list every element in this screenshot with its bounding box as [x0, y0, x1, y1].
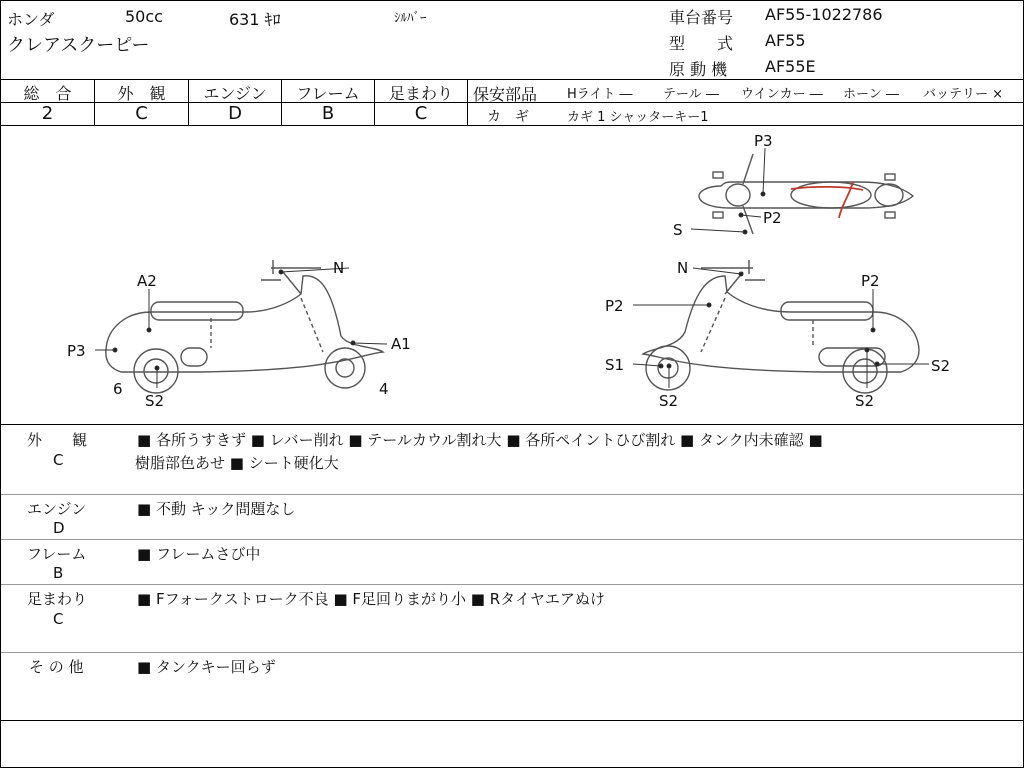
remark-text-exterior-1: ■ 各所うすきず ■ レバー削れ ■ テールカウル割れ大 ■ 各所ペイントひび割れ ■ タンク内未確認 ■ [137, 431, 823, 449]
frame-no: AF55-1022786 [765, 5, 883, 24]
label-left-p3: P3 [67, 342, 86, 360]
grade-engine: D [228, 103, 242, 124]
label-top-p3: P3 [754, 132, 773, 150]
type-label: 型 式 [669, 34, 734, 53]
label-right-n: N [677, 259, 689, 277]
label-right-p2-a: P2 [605, 297, 624, 315]
remark-text-frame: ■ フレームさび中 [137, 545, 261, 563]
grade-header-exterior: 外 観 [117, 84, 166, 103]
grade-header-engine: エンジン [203, 84, 267, 103]
model-name: クレアスクーピー [7, 35, 150, 56]
label-top-p2: P2 [763, 209, 782, 227]
remark-text-exterior-2: 樹脂部色あせ ■ シート硬化大 [135, 454, 339, 472]
remark-label-exterior: 外 観 [27, 431, 88, 449]
displacement: 50cc [125, 7, 163, 26]
grade-suspension: C [414, 103, 428, 124]
label-left-n: N [333, 259, 345, 277]
grade-frame: B [321, 103, 335, 124]
maker: ホンダ [7, 10, 55, 29]
label-top-s: S [673, 221, 683, 239]
engine-label: 原 動 機 [669, 60, 728, 79]
label-right-s2-a: S2 [659, 392, 679, 410]
grade-exterior: C [135, 103, 148, 124]
remark-text-engine: ■ 不動 キック問題なし [137, 500, 296, 518]
frame-no-label: 車台番号 [669, 8, 734, 27]
scooter-diagram [1, 126, 1023, 424]
label-left-s2: S2 [145, 392, 165, 410]
label-right-s2-b: S2 [931, 357, 951, 375]
label-right-p2-b: P2 [861, 272, 880, 290]
remark-label-suspension: 足まわり [27, 590, 88, 608]
safety-item-battery: バッテリー × [923, 87, 1004, 102]
safety-item-winker: ウインカー ― [741, 87, 823, 102]
key-label: カ ギ [487, 109, 529, 125]
remark-text-suspension: ■ Fフォークストローク不良 ■ F足回りまがり小 ■ Rタイヤエアぬけ [137, 590, 605, 608]
safety-label: 保安部品 [473, 85, 538, 104]
remark-label-frame: フレーム [27, 545, 87, 563]
remark-grade-frame: B [53, 564, 64, 582]
remark-label-other: そ の 他 [29, 658, 84, 676]
top-view-scooter [699, 154, 913, 234]
label-right-s1: S1 [605, 356, 625, 374]
label-left-a1: A1 [391, 335, 411, 353]
safety-item-headlight: Hライト ― [567, 87, 633, 102]
divider [1, 79, 1023, 80]
mileage: 631 ｷﾛ [229, 10, 281, 29]
grade-header-suspension: 足まわり [388, 84, 453, 103]
label-right-s2-c: S2 [855, 392, 875, 410]
grade-overall: 2 [41, 103, 54, 124]
remark-grade-exterior: C [53, 451, 64, 469]
label-left-a2: A2 [137, 272, 157, 290]
safety-item-horn: ホーン ― [843, 87, 899, 102]
key-value: カギ 1 シャッターキー1 [567, 110, 709, 125]
safety-item-tail: テール ― [663, 87, 719, 102]
remark-grade-suspension: C [53, 610, 64, 628]
remark-grade-engine: D [53, 519, 65, 537]
color: ｼﾙﾊﾞｰ [394, 11, 427, 26]
type-value: AF55 [765, 31, 806, 50]
grade-header-overall: 総 合 [23, 84, 72, 103]
grade-header-frame: フレーム [296, 84, 360, 103]
engine-value: AF55E [765, 57, 816, 76]
remark-label-engine: エンジン [27, 500, 87, 518]
remark-text-other: ■ タンクキー回らず [137, 658, 276, 676]
label-left-6: 6 [113, 380, 123, 398]
label-left-4: 4 [379, 380, 389, 398]
divider [1, 720, 1023, 721]
divider [1, 424, 1023, 425]
